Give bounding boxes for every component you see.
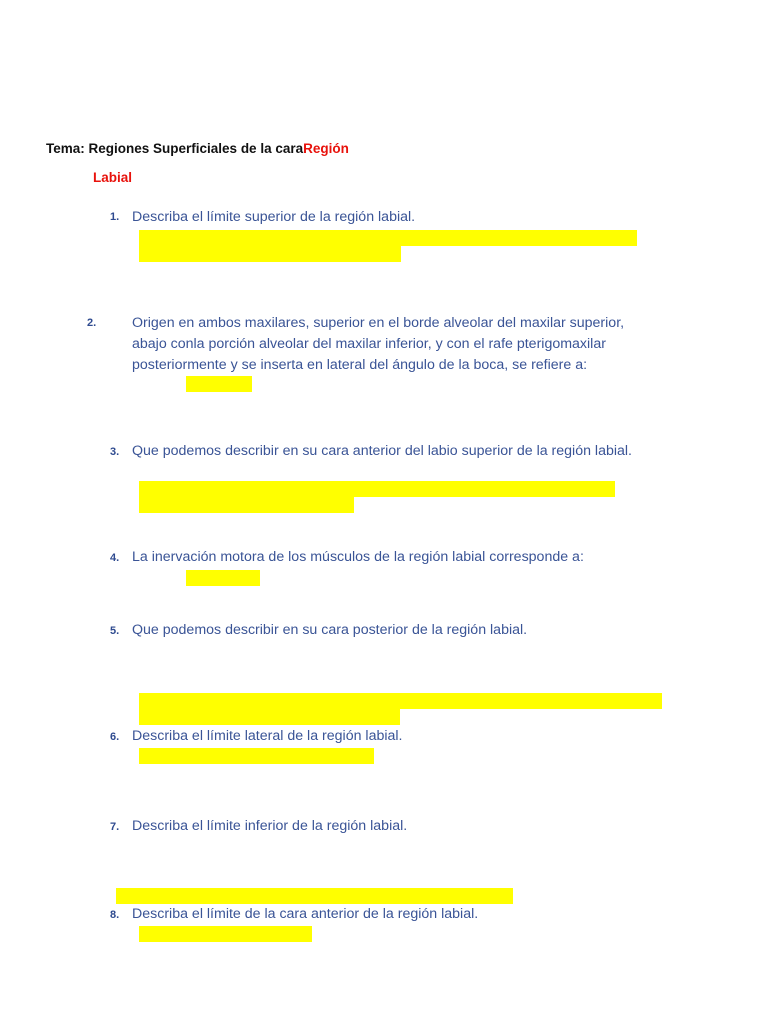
question-number: 8. [110,909,120,921]
question-number: 3. [110,446,120,458]
title-highlight: Región [303,141,349,156]
question-text: Describa el límite superior de la región labial. [132,209,416,225]
answer-highlight [139,709,400,725]
question-text: Describa el límite de la cara anterior de la región labial. [132,906,479,922]
question-text-line: Origen en ambos maxilares, superior en el borde alveolar del maxilar superior, [132,315,625,331]
question-number: 6. [110,731,120,743]
question-number: 7. [110,821,120,833]
question-text: Que podemos describir en su cara anterior del labio superior de la región labial. [132,443,632,459]
question-number: 5. [110,625,120,637]
answer-highlight [186,570,260,586]
question-text: Que podemos describir en su cara posterior de la región labial. [132,622,528,638]
answer-highlight [139,230,637,246]
answer-highlight [139,693,662,709]
answer-highlight [139,926,312,942]
answer-highlight [139,481,615,497]
title-prefix: Tema: Regiones Superficiales de la cara [46,141,304,156]
page-title [46,141,349,156]
question-number: 2. [87,317,97,329]
question-text-line: posteriormente y se inserta en lateral del ángulo de la boca, se refiere a: [132,357,588,373]
page-subtitle: Labial [93,170,133,185]
answer-highlight [116,888,513,904]
question-number: 4. [110,552,120,564]
question-text-line: abajo conla porción alveolar del maxilar inferior, y con el rafe pterigomaxilar [132,336,606,352]
answer-highlight [139,497,354,513]
answer-highlight [139,246,401,262]
question-text: Describa el límite inferior de la región labial. [132,818,408,834]
answer-highlight [139,748,374,764]
answer-highlight [186,376,252,392]
question-text: La inervación motora de los músculos de la región labial corresponde a: [132,549,584,565]
question-number: 1. [110,211,120,223]
question-text: Describa el límite lateral de la región labial. [132,728,403,744]
